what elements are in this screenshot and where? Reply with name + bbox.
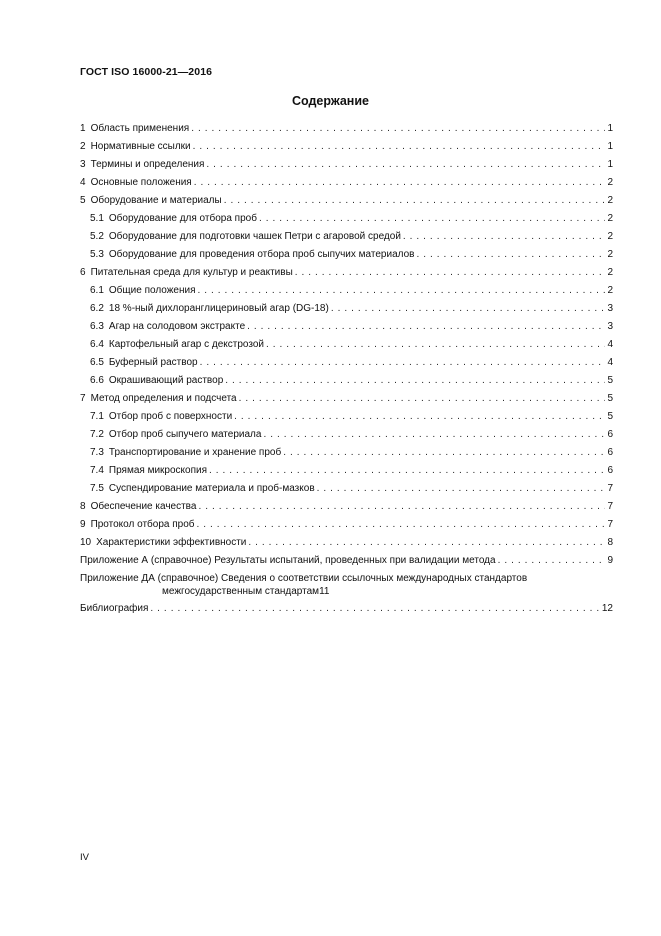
toc-entry-page: 6 [607,429,613,440]
toc-entry-text: Буферный раствор [108,357,198,368]
toc-leader-dots [266,336,605,354]
toc-leader-dots [283,444,605,462]
toc-entry-page: 4 [607,339,613,350]
toc-entry-page: 4 [607,357,613,368]
toc-entry-page: 1 [607,141,613,152]
toc-entry-text: Термины и определения [90,159,205,170]
toc-leader-dots [247,318,605,336]
toc-entry-text: Приложение А (справочное) Результаты испытаний, проведенных при валидации метода [80,555,496,566]
toc-entry-number: 7.1 [90,411,104,422]
toc-entry-text: Основные положения [90,177,192,188]
table-of-contents [80,120,613,618]
toc-entry-page: 2 [607,267,613,278]
toc-entry-page: 1 [607,123,613,134]
toc-entry-text: Транспортирование и хранение проб [108,447,282,458]
toc-entry-text: Общие положения [108,285,196,296]
toc-entry-text: Приложение ДА (справочное) Сведения о соответствии ссылочных международных стандартов [80,573,528,584]
toc-leader-dots [263,426,605,444]
toc-entry-number: 6.6 [90,375,104,386]
toc-entry-page: 6 [607,465,613,476]
toc-entry-text: Оборудование для подготовки чашек Петри с агаровой средой [108,231,401,242]
toc-entry-page: 1 [607,159,613,170]
toc-leader-dots [239,390,606,408]
toc-entry[interactable] [80,462,613,480]
toc-entry[interactable] [80,426,613,444]
toc-entry-number: 7.2 [90,429,104,440]
toc-entry-page: 5 [607,411,613,422]
toc-entry-appendix-da[interactable] [80,570,613,600]
toc-leader-dots [191,120,605,138]
toc-entry[interactable] [80,282,613,300]
toc-leader-dots [224,192,606,210]
toc-entry[interactable] [80,390,613,408]
toc-entry-page: 9 [607,555,613,566]
toc-entry-text-continued: межгосударственным стандартам [162,586,320,597]
toc-entry[interactable] [80,228,613,246]
toc-entry[interactable] [80,156,613,174]
toc-entry[interactable] [80,498,613,516]
toc-entry-text: Окрашивающий раствор [108,375,224,386]
toc-entry[interactable] [80,372,613,390]
toc-entry-page: 3 [607,303,613,314]
toc-entry-text: Метод определения и подсчета [90,393,237,404]
toc-leader-dots [248,534,605,552]
toc-leader-dots [403,228,606,246]
toc-entry-text: Отбор проб сыпучего материала [108,429,262,440]
toc-entry-page: 2 [607,177,613,188]
toc-entry-number: 8 [80,501,86,512]
toc-leader-dots [197,516,606,534]
toc-entry-page: 7 [607,519,613,530]
toc-entry-page: 6 [607,447,613,458]
toc-entry[interactable] [80,408,613,426]
toc-entry[interactable] [80,138,613,156]
toc-entry-number: 5.3 [90,249,104,260]
toc-entry[interactable] [80,300,613,318]
toc-entry-number: 6.2 [90,303,104,314]
toc-entry-page: 12 [601,603,613,614]
toc-leader-dots [259,210,605,228]
toc-leader-dots [331,300,606,318]
toc-entry-number: 7.4 [90,465,104,476]
toc-entry[interactable] [80,516,613,534]
toc-entry[interactable] [80,354,613,372]
toc-entry-text: Оборудование и материалы [90,195,222,206]
toc-leader-dots [498,552,606,570]
toc-entry[interactable] [80,192,613,210]
toc-leader-dots [317,480,606,498]
toc-entry-page: 3 [607,321,613,332]
toc-entry-text: Нормативные ссылки [90,141,191,152]
toc-entry[interactable] [80,444,613,462]
toc-entry-text: 18 %-ный дихлоранглицериновый агар (DG-18) [108,303,329,314]
toc-entry-text: Прямая микроскопия [108,465,208,476]
toc-leader-dots [209,462,605,480]
toc-leader-dots [150,600,599,618]
toc-entry[interactable] [80,552,613,570]
toc-entry-text: Суспендирование материала и проб-мазков [108,483,315,494]
toc-entry[interactable] [80,210,613,228]
toc-entry-number: 5 [80,195,86,206]
toc-leader-dots [198,282,606,300]
toc-entry-text: Протокол отбора проб [90,519,195,530]
document-code: ГОСТ ISO 16000-21—2016 [80,66,213,78]
toc-entry-number: 6.3 [90,321,104,332]
toc-entry-page: 2 [607,249,613,260]
toc-entry-page: 11 [319,586,330,597]
toc-entry-number: 3 [80,159,86,170]
toc-entry-number: 5.1 [90,213,104,224]
toc-entry-text: Питательная среда для культур и реактивы [90,267,293,278]
toc-entry[interactable] [80,174,613,192]
toc-entry-text: Характеристики эффективности [96,537,247,548]
toc-leader-dots [234,408,605,426]
page-number: IV [80,852,89,863]
toc-entry-number: 6 [80,267,86,278]
toc-leader-dots [295,264,606,282]
toc-entry-page: 7 [607,501,613,512]
toc-leader-dots [193,138,606,156]
toc-entry-text: Картофельный агар с декстрозой [108,339,265,350]
toc-entry-page: 5 [607,393,613,404]
toc-leader-dots [198,498,605,516]
toc-entry-number: 6.5 [90,357,104,368]
toc-entry-text: Библиография [80,603,149,614]
toc-entry-page: 2 [607,285,613,296]
toc-leader-dots [200,354,606,372]
toc-leader-dots [225,372,605,390]
toc-entry[interactable] [80,534,613,552]
toc-entry-page: 5 [607,375,613,386]
toc-entry-number: 9 [80,519,86,530]
toc-entry[interactable] [80,120,613,138]
toc-entry-page: 2 [607,231,613,242]
toc-entry-page: 8 [607,537,613,548]
toc-entry[interactable] [80,318,613,336]
toc-entry-number: 6.4 [90,339,104,350]
toc-entry-number: 1 [80,123,86,134]
toc-entry-number: 7.5 [90,483,104,494]
toc-entry[interactable] [80,264,613,282]
toc-entry-number: 7.3 [90,447,104,458]
toc-entry-number: 6.1 [90,285,104,296]
toc-entry-text: Обеспечение качества [90,501,197,512]
toc-entry-page: 7 [607,483,613,494]
toc-leader-dots [206,156,605,174]
toc-entry-number: 10 [80,537,92,548]
toc-entry[interactable] [80,480,613,498]
page-title: Содержание [291,94,369,108]
toc-entry-number: 5.2 [90,231,104,242]
toc-leader-dots [416,246,605,264]
toc-entry-page: 2 [607,195,613,206]
toc-entry-number: 2 [80,141,86,152]
toc-entry[interactable] [80,336,613,354]
toc-entry-text: Оборудование для проведения отбора проб сыпучих материалов [108,249,415,260]
toc-leader-dots [194,174,606,192]
toc-entry-page: 2 [607,213,613,224]
toc-entry-text: Отбор проб с поверхности [108,411,233,422]
toc-entry-text: Агар на солодовом экстракте [108,321,246,332]
toc-entry[interactable] [80,246,613,264]
toc-entry-number: 4 [80,177,86,188]
toc-entry-text: Оборудование для отбора проб [108,213,257,224]
toc-entry-number: 7 [80,393,86,404]
toc-entry-text: Область применения [90,123,190,134]
toc-entry-bibliography[interactable] [80,600,613,618]
